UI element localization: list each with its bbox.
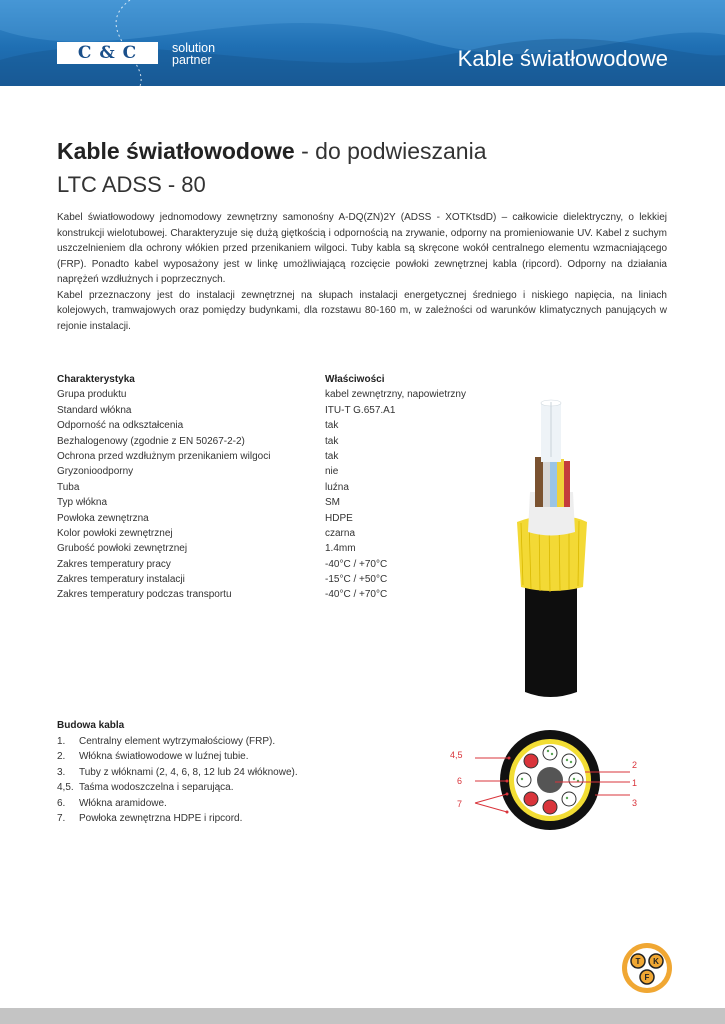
list-item-text: Tuby z włóknami (2, 4, 6, 8, 12 lub 24 włóknowe). — [79, 766, 298, 778]
property-name: Zakres temperatury instalacji — [57, 574, 185, 586]
list-item — [57, 796, 298, 811]
list-item-number: 1. — [57, 736, 66, 747]
diagram-label-1: 1 — [632, 778, 638, 788]
property-value: tak — [325, 450, 339, 462]
table-row — [57, 464, 497, 479]
table-row — [57, 449, 497, 464]
page-title — [57, 138, 487, 165]
list-item-text: Włókna światłowodowe w luźnej tubie. — [79, 751, 249, 763]
table-row — [57, 434, 497, 449]
diagram-label-2: 2 — [632, 760, 638, 770]
list-item — [57, 765, 298, 780]
badge-letter-t: T — [635, 957, 641, 966]
badge-letter-k: K — [653, 957, 659, 966]
logo-text: C & C — [77, 43, 138, 63]
list-item-text: Powłoka zewnętrzna HDPE i ripcord. — [79, 812, 243, 824]
property-name: Kolor powłoki zewnętrznej — [57, 527, 173, 539]
property-name: Gryzonioodporny — [57, 466, 134, 478]
logo-tagline-line2: partner — [172, 53, 212, 67]
list-item — [57, 811, 298, 826]
page-title-rest: - do podwieszania — [294, 138, 487, 164]
list-item-number: 4,5. — [57, 782, 74, 794]
property-value: nie — [325, 466, 339, 478]
property-value: ITU-T G.657.A1 — [325, 404, 396, 416]
cable-structure-title: Budowa kabla — [57, 720, 125, 731]
property-name: Powłoka zewnętrzna — [57, 512, 149, 524]
property-value: 1.4mm — [325, 543, 356, 555]
property-value: -40°C / +70°C — [325, 589, 388, 601]
property-name: Zakres temperatury pracy — [57, 558, 171, 570]
property-value: czarna — [325, 527, 356, 539]
table-row — [57, 387, 497, 402]
diagram-label-4-5: 4,5 — [450, 750, 463, 760]
table-row — [57, 495, 497, 510]
property-name: Bezhalogenowy (zgodnie z EN 50267-2-2) — [57, 435, 245, 447]
logo-tagline — [172, 42, 215, 66]
property-name: Typ włókna — [57, 497, 108, 509]
property-value: kabel zewnętrzny, napowietrzny — [325, 389, 466, 401]
table-row — [57, 511, 497, 526]
list-item — [57, 734, 298, 749]
property-value: -40°C / +70°C — [325, 558, 388, 570]
header-title: Kable światłowodowe — [457, 46, 668, 71]
properties-header-row — [57, 372, 497, 387]
property-name: Tuba — [57, 481, 80, 493]
company-logo — [57, 42, 158, 64]
table-row — [57, 526, 497, 541]
list-item-text: Taśma wodoszczelna i separująca. — [79, 782, 234, 794]
table-row — [57, 572, 497, 587]
description-paragraph-2: Kabel przeznaczony jest do instalacji zewnętrznej na słupach instalacji energetycznej średniego i niskiego napięcia, na liniach kolejowych, tramwajowych oraz pomiędzy budynkami, dla rozstawu 80-160 m, w zależności od warunków klimatycznych panujących w rejonie instalacji. — [57, 289, 667, 332]
table-row — [57, 403, 497, 418]
logo-tagline-line1: solution — [172, 41, 216, 55]
property-value: SM — [325, 497, 340, 509]
cable-structure-list — [57, 718, 298, 826]
tkf-logo-badge — [621, 942, 673, 994]
table-row — [57, 557, 497, 572]
properties-header-value: Właściwości — [325, 374, 385, 385]
product-description — [57, 210, 667, 334]
property-value: HDPE — [325, 512, 353, 524]
page-footer-bar — [0, 1008, 725, 1024]
property-name: Zakres temperatury podczas transportu — [57, 589, 232, 601]
properties-table — [57, 372, 497, 603]
list-item-text: Włókna aramidowe. — [79, 797, 167, 809]
list-item-number: 6. — [57, 797, 66, 809]
list-item-number: 2. — [57, 751, 66, 763]
list-item — [57, 749, 298, 764]
property-value: luźna — [325, 481, 349, 493]
property-value: tak — [325, 420, 339, 432]
cable-product-illustration — [505, 397, 605, 702]
list-item — [57, 780, 298, 795]
diagram-label-3: 3 — [632, 798, 638, 808]
property-name: Ochrona przed wzdłużnym przenikaniem wilgoci — [57, 450, 271, 462]
cable-cross-section-diagram — [445, 720, 645, 830]
page-title-bold: Kable światłowodowe — [57, 138, 295, 164]
diagram-label-6: 6 — [457, 776, 463, 786]
list-item-number: 7. — [57, 812, 66, 824]
page-header — [0, 0, 725, 86]
property-value: tak — [325, 435, 339, 447]
property-name: Grupa produktu — [57, 389, 127, 401]
description-paragraph-1: Kabel światłowodowy jednomodowy zewnętrzny samonośny A-DQ(ZN)2Y (ADSS - XOTKtsdD) – całkowicie dielektryczny, o lekkiej konstrukcji wielotubowej. Charakteryzuje się dużą giętkością i odpornością na zrywanie, odporny na promieniowanie UV. Kabel z suchym uszczelnieniem dla ochrony włókien przed przenikaniem wilgoci. Tuby kabla są skręcone wokół centralnego elementu wzmacniającego (FRP). Ponadto kabel wyposażony jest w linkę umożliwiającą rozcięcie powłoki zewnętrznej kabla (ripcord). Odporny na działania naprężeń wzdłużnych i poprzecznych. — [57, 212, 667, 285]
table-row — [57, 480, 497, 495]
badge-letter-f: F — [644, 973, 650, 982]
list-item-text: Centralny element wytrzymałościowy (FRP). — [79, 736, 276, 747]
table-row — [57, 587, 497, 602]
table-row — [57, 418, 497, 433]
properties-header-characteristic: Charakterystyka — [57, 374, 135, 385]
list-item-number: 3. — [57, 766, 66, 778]
product-model: LTC ADSS - 80 — [57, 172, 206, 197]
property-name: Grubość powłoki zewnętrznej — [57, 543, 188, 555]
table-row — [57, 541, 497, 556]
property-name: Standard włókna — [57, 404, 132, 416]
property-name: Odporność na odkształcenia — [57, 420, 184, 432]
property-value: -15°C / +50°C — [325, 574, 388, 586]
diagram-label-7: 7 — [457, 799, 463, 809]
